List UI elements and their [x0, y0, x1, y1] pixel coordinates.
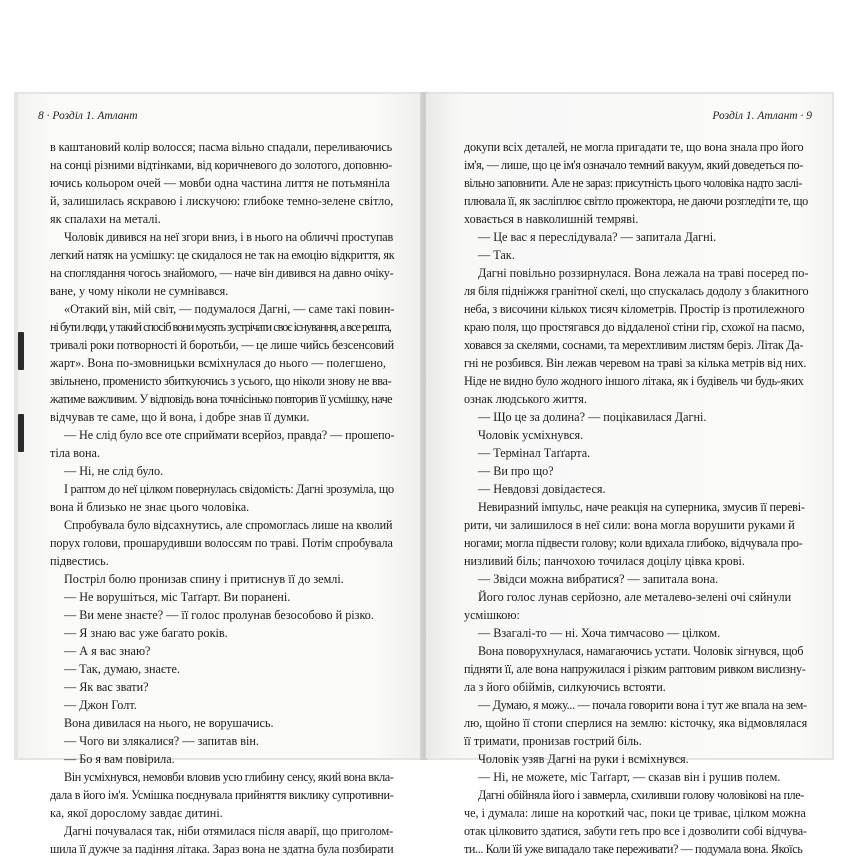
text-line: на сонці різними відтінками, від коричневого до золотого, доповню- — [50, 158, 393, 172]
text-line: ля біля підніжжя гранітної скелі, що спускалась додолу з блакитного — [464, 284, 809, 298]
text-line: Спробувала було відсахнутись, але спромоглась лише на кволий — [64, 518, 393, 532]
text-line: порух голови, прошарудивши волоссям по траві. Потім спробувала — [50, 536, 393, 550]
text-line: докупи всіх деталей, не могла пригадати те, що вона знала про його — [464, 140, 804, 154]
text-line: — Ні, не слід було. — [64, 464, 164, 478]
text-line: Дагні повільно роззирнулася. Вона лежала на траві посеред по- — [478, 266, 809, 280]
text-line: Чоловік узяв Дагні на руки і всміхнувся. — [478, 752, 689, 766]
text-line: — А я вас знаю? — [64, 644, 151, 658]
text-line: низливий біль; панчохою точилася доцілу цівка крові. — [464, 554, 745, 568]
text-line: вона й близько не знає цього чоловіка. — [50, 500, 250, 514]
text-line: краю поля, що простягався до віддаленої стіни гір, схожої на пасмо, — [464, 320, 805, 334]
right-running-header: Розділ 1. Атлант · 9 — [712, 110, 812, 122]
text-line: ховається в навколишній темряві. — [464, 212, 639, 226]
text-line: — Чого ви злякалися? — запитав він. — [64, 734, 259, 748]
text-line: — Я знаю вас уже багато років. — [64, 626, 228, 640]
text-line: й, залишилась яскравою і лискучою: глибоке темно-зелене світло, — [50, 194, 394, 208]
text-line: ім'я, — лише, що це ім'я означало темний вакуум, який доведеться по- — [464, 158, 803, 172]
text-line: ногами; могла підвести голову; коли вдихала глибоко, відчувала про- — [464, 536, 803, 550]
text-line: ване, у чому ніколи не сумнівався. — [50, 284, 229, 298]
text-line: неба, з височини кількох тисяч кілометрів. Простір із протилежного — [464, 302, 805, 316]
text-line: І раптом до неї цілком повернулась свідомість: Дагні зрозуміла, що — [64, 482, 394, 496]
text-line: — Так. — [478, 248, 515, 262]
text-line: вільно заповнити. Але не зараз: присутність цього чоловіка надто заслі- — [464, 176, 802, 190]
text-line: — Що це за долина? — поцікавилася Дагні. — [478, 410, 707, 424]
text-line: гні не розбився. Він лежав черевом на траві за кілька метрів від них. — [464, 356, 807, 370]
book-spread — [14, 92, 834, 856]
text-line: — Це вас я переслідувала? — запитала Дагні. — [478, 230, 717, 244]
text-line: як спалахи на металі. — [50, 212, 161, 226]
text-line: — Не слід було все оте сприймати всерйоз, правда? — прошепо- — [64, 428, 395, 442]
left-body-text — [50, 138, 394, 858]
text-line: — Бо я вам повірила. — [64, 752, 175, 766]
text-line: лю, щойно її стопи сперлися на землю: кісточку, яка відмовлялася — [464, 716, 808, 730]
text-line: Вона дивилася на нього, не ворушачись. — [64, 716, 274, 730]
text-line: в каштановий колір волосся; пасма вільно спадали, переливаючись — [50, 140, 393, 154]
text-line: Постріл болю пронизав спину і притиснув її до землі. — [64, 572, 344, 586]
text-line: жарт». Вона по-змовницьки всміхнулася до нього — полегшено, — [50, 356, 386, 370]
right-body-text — [464, 138, 808, 858]
text-line: відчував те саме, що й вона, і добре знав її думки. — [50, 410, 310, 424]
text-line: рити, чи залишилося в неї сили: вона могла ворушити руками й — [464, 518, 795, 532]
text-line: тривалі роки потворності й боротьби, — це лише чийсь безсенсовий — [50, 338, 394, 352]
text-line: — Невдовзі довідаєтеся. — [478, 482, 606, 496]
text-line: шила її дужче за падіння літака. Зараз вона не здатна була позбирати — [50, 842, 394, 856]
text-line: «Отакий він, мій світ, — подумалося Дагні, — саме такі повин- — [64, 302, 395, 316]
text-line: Чоловік усміхнувся. — [478, 428, 584, 442]
text-line: ти... Коли їй уже випадало таке переживати? — подумала вона. Якоїсь — [464, 842, 803, 856]
text-line: підняти її, але вона напружилася і різким раптовим ривком вислизну- — [464, 662, 806, 676]
text-line: ла з його обіймів, силкуючись встояти. — [464, 680, 666, 694]
text-line: — Як вас звати? — [64, 680, 149, 694]
text-line: отак цілковито здатися, забути геть про все і дозволити собі відчува- — [464, 824, 807, 838]
text-line: дала в його ім'я. Усмішка поєднувала прийняття виклику супротивни- — [50, 788, 394, 802]
text-line: Чоловік дивився на неї згори вниз, і в нього на обличчі проступав — [64, 230, 394, 244]
text-line: — Термінал Таґґарта. — [478, 446, 591, 460]
text-line: Він усміхнувся, немовби вловив усю глибину сенсу, який вона вкла- — [64, 770, 394, 784]
text-line: Ніде не видно було жодного іншого літака, як і будівель чи будь-яких — [464, 374, 804, 388]
text-line: на споглядання чогось знайомого, — наче він дивився на давно очіку- — [50, 266, 394, 280]
text-line: підвестись. — [50, 554, 109, 568]
text-line: — Так, думаю, знаєте. — [64, 662, 180, 676]
text-line: Його голос лунав серйозно, але металево-зелені очі сяйнули — [478, 590, 792, 604]
text-line: жатиме важливим. У відповідь вона точнісінько повторив її усмішку, наче — [50, 392, 392, 406]
text-line: легкий натяк на усмішку: це скидалося не так на емоцію відкриття, як — [50, 248, 395, 262]
text-line: тіла вона. — [50, 446, 100, 460]
text-line: звільнено, променисто збиткуючись з усього, що ніколи знову не вва- — [50, 374, 392, 388]
text-line: — Ви про що? — [478, 464, 554, 478]
text-line: — Звідси можна вибратися? — запитала вона. — [478, 572, 719, 586]
text-line: — Взагалі-то — ні. Хоча тимчасово — цілком. — [478, 626, 721, 640]
text-line: Невиразний імпульс, наче реакція на суперника, змусив її переві- — [478, 500, 805, 514]
page-edge-tab — [18, 332, 24, 370]
left-page — [18, 94, 424, 856]
text-line: — Не ворушіться, міс Таґґарт. Ви поранені. — [64, 590, 291, 604]
text-line: усмішкою: — [464, 608, 520, 622]
text-line: ховався за скелями, соснами, та мерехтливим листям беріз. Літак Да- — [464, 338, 804, 352]
text-line: че, і думала: лише на короткий час, поки це триває, цілком можна — [464, 806, 806, 820]
text-line: плювала її, як засліплює світло прожектора, не даючи розгледіти те, що — [464, 194, 808, 208]
text-line: ючись кольором очей — мовби одна частина лиття не потьмяніла — [50, 176, 390, 190]
text-line: її тримати, пронизав гострий біль. — [464, 734, 642, 748]
text-line: ка, якої дорослому завдає дитині. — [50, 806, 223, 820]
text-line: ні бути люди, у такий спосіб вони мусять зустрічати своє існування, а все решта, — [50, 320, 391, 334]
text-line: — Джон Голт. — [64, 698, 137, 712]
page-edge-tab — [18, 414, 24, 452]
text-line: — Ви мене знаєте? — її голос пролунав безособово й різко. — [64, 608, 374, 622]
text-line: Вона поворухнулася, намагаючись устати. Чоловік зігнувся, щоб — [478, 644, 804, 658]
text-line: — Думаю, я можу... — почала говорити вона і тут же впала на зем- — [478, 698, 807, 712]
right-page — [426, 94, 832, 856]
text-line: ознак людського життя. — [464, 392, 587, 406]
text-line: — Ні, не можете, міс Таґґарт, — сказав він і рушив полем. — [478, 770, 781, 784]
text-line: Дагні обійняла його і завмерла, схиливши голову чоловікові на пле- — [478, 788, 804, 802]
text-line: Дагні почувалася так, ніби отямилася після аварії, що приголом- — [64, 824, 394, 838]
left-running-header: 8 · Розділ 1. Атлант — [38, 110, 138, 122]
